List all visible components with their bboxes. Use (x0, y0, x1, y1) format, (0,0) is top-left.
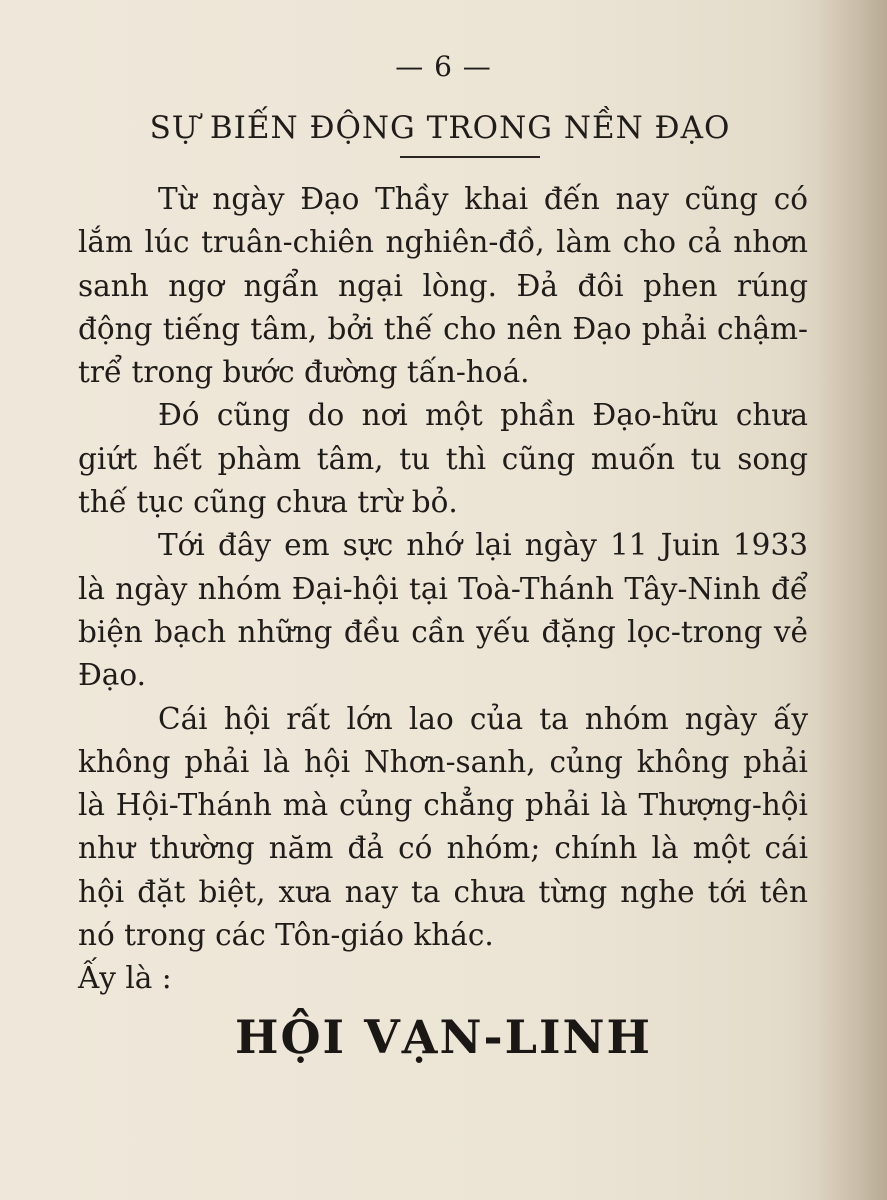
chapter-title: SỰ BIẾN ĐỘNG TRONG NỀN ĐẠO (149, 110, 731, 146)
assembly-title: HỘI VẠN-LINH (235, 1010, 652, 1064)
body-text (78, 178, 808, 1001)
paragraph-1: Từ ngày Đạo Thầy khai đến nay cũng có lắm lúc truân-chiên nghiên-đồ, làm cho cả nhơn sanh ngơ ngẩn ngại lòng. Đả đôi phen rúng động tiếng tâm, bởi thế cho nên Đạo phải chậm-trể trong bước đường tấn-hoá. (78, 182, 808, 390)
closing-line: Ấy là : (78, 961, 172, 996)
paragraph-3: Tới đây em sực nhớ lại ngày 11 Juin 1933 là ngày nhóm Đại-hội tại Toà-Thánh Tây-Ninh để biện bạch những đều cần yếu đặng lọc-trong vẻ Đạo. (78, 528, 808, 693)
paragraph-4: Cái hội rất lớn lao của ta nhóm ngày ấy không phải là hội Nhơn-sanh, củng không phải là Hội-Thánh mà củng chẳng phải là Thượng-hội như thường năm đả có nhóm; chính là một cái hội đặt biệt, xưa nay ta chưa từng nghe tới tên nó trong các Tôn-giáo khác. (78, 701, 808, 953)
page-number: — 6 — (395, 50, 492, 83)
paragraph-2: Đó cũng do nơi một phần Đạo-hữu chưa giứt hết phàm tâm, tu thì cũng muốn tu song thế tục cũng chưa trừ bỏ. (78, 398, 808, 520)
title-underline (400, 156, 540, 158)
